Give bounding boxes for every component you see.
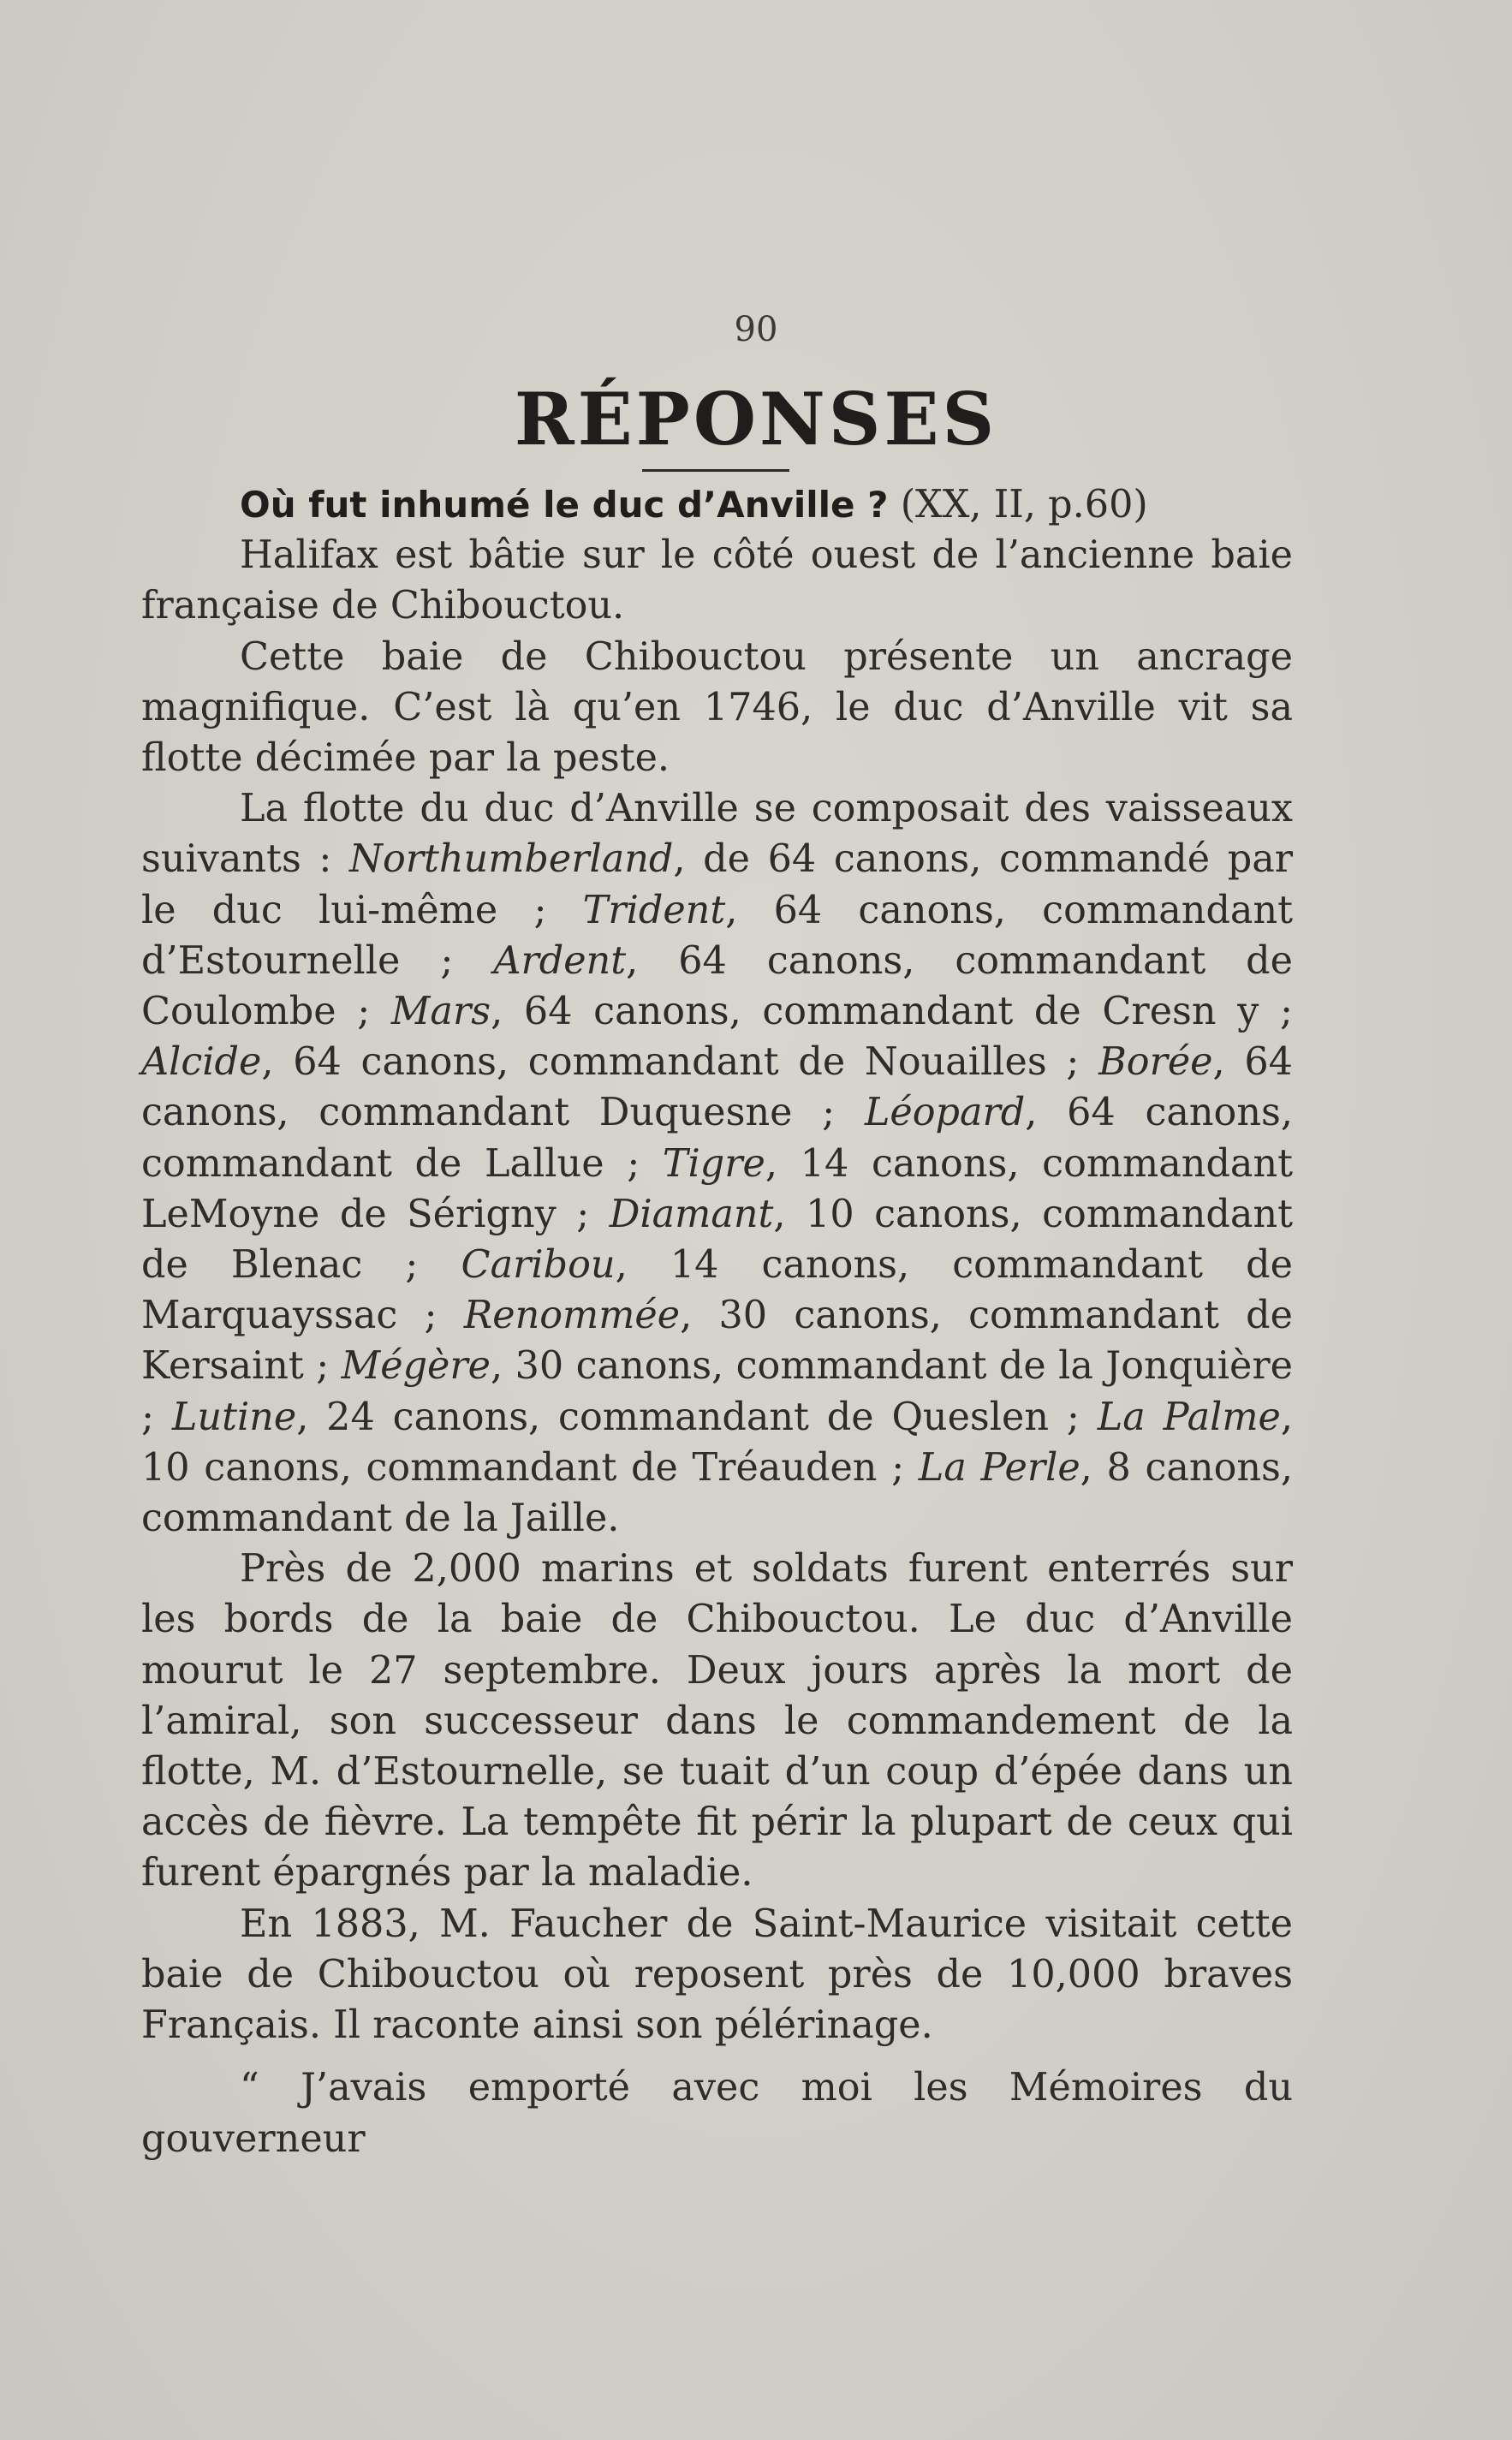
text-run: , 64 canons, commandant d’Estournelle ; [141, 888, 1294, 983]
text-run: La flotte du duc d’Anville se composait des vaisseaux suivants : [141, 787, 1293, 882]
ship-name: Mars [390, 990, 491, 1034]
ship-name: Northumberland [349, 837, 674, 882]
paragraphs [141, 530, 1293, 2164]
text-run: , 14 canons, commandant de Marquayssac ; [141, 1243, 1293, 1338]
text-run: , 30 canons, commandant de Kersaint ; [141, 1294, 1293, 1389]
text-run: , 10 canons, commandant de Blenac ; [141, 1192, 1293, 1288]
ship-name: Caribou [461, 1243, 616, 1288]
paragraph [141, 1544, 1293, 1898]
question-reference: (XX, II, p.60) [900, 483, 1148, 527]
text-run: Halifax est bâtie sur le côté ouest de l’ancienne baie française de Chibouctou. [141, 533, 1293, 628]
body-text [141, 479, 1293, 2164]
text-run: , 10 canons, commandant de Tréauden ; [141, 1395, 1294, 1490]
heading-rule [642, 469, 789, 472]
ship-name: Lutine [171, 1395, 297, 1439]
text-run: En 1883, M. Faucher de Saint-Maurice visitait cette baie de Chibouctou où reposent près de 10,000 braves Français. Il raconte ainsi son pélérinage. [141, 1901, 1293, 2048]
ship-name: La Palme [1097, 1395, 1281, 1439]
text-run: , 14 canons, commandant LeMoyne de Sérigny ; [141, 1141, 1294, 1236]
ship-name: La Perle [918, 1445, 1080, 1490]
text-run: Près de 2,000 marins et soldats furent enterrés sur les bords de la baie de Chibouctou. Le duc d’Anville mourut le 27 septembre. Deux jours après la mort de l’amiral, son successeur dans le commandement de la flotte, M. d’Estournelle, se tuait d’un coup d’épée dans un accès de fièvre. La tempête fit périr la plupart de ceux qui furent épargnés par la maladie. [141, 1547, 1293, 1895]
ship-name: Trident [582, 888, 726, 932]
paragraph [141, 632, 1293, 784]
ship-name: Renommée [463, 1294, 681, 1338]
text-run: , 64 canons, commandant Duquesne ; [141, 1040, 1293, 1135]
ship-name: Léopard [864, 1091, 1026, 1135]
question-title: Où fut inhumé le duc d’Anville ? [240, 484, 889, 526]
text-run: , de 64 canons, commandé par le duc lui-même ; [141, 837, 1293, 932]
question-line [141, 479, 1293, 530]
section-heading: RÉPONSES [514, 377, 998, 461]
paragraph [141, 2062, 1293, 2163]
page-number: 90 [734, 310, 778, 349]
text-run: , 24 canons, commandant de Queslen ; [296, 1395, 1098, 1439]
text-run: , 64 canons, commandant de Cresn y ; [491, 990, 1293, 1034]
text-run: , 64 canons, commandant de Nouailles ; [261, 1040, 1099, 1085]
text-run: , 64 canons, commandant de Coulombe ; [141, 938, 1294, 1034]
text-run: Cette baie de Chibouctou présente un ancrage magnifique. C’est là qu’en 1746, le duc d’Anville vit sa flotte décimée par la peste. [141, 634, 1293, 781]
text-run: , 8 canons, commandant de la Jaille. [141, 1445, 1294, 1541]
ship-name: Diamant [609, 1192, 774, 1236]
ship-name: Tigre [662, 1141, 765, 1186]
text-run: , 30 canons, commandant de la Jonquière ; [141, 1344, 1293, 1439]
ship-name: Alcide [141, 1040, 262, 1085]
ship-name: Ardent [493, 938, 627, 983]
text-run: , 64 canons, commandant de Lallue ; [141, 1091, 1293, 1186]
paragraph [141, 530, 1293, 631]
ship-name: Mégère [341, 1344, 491, 1389]
paragraph [141, 1899, 1293, 2051]
text-run: “ J’avais emporté avec moi les Mémoires du gouverneur [141, 2066, 1293, 2161]
ship-name: Borée [1098, 1040, 1213, 1085]
paragraph [141, 783, 1293, 1544]
